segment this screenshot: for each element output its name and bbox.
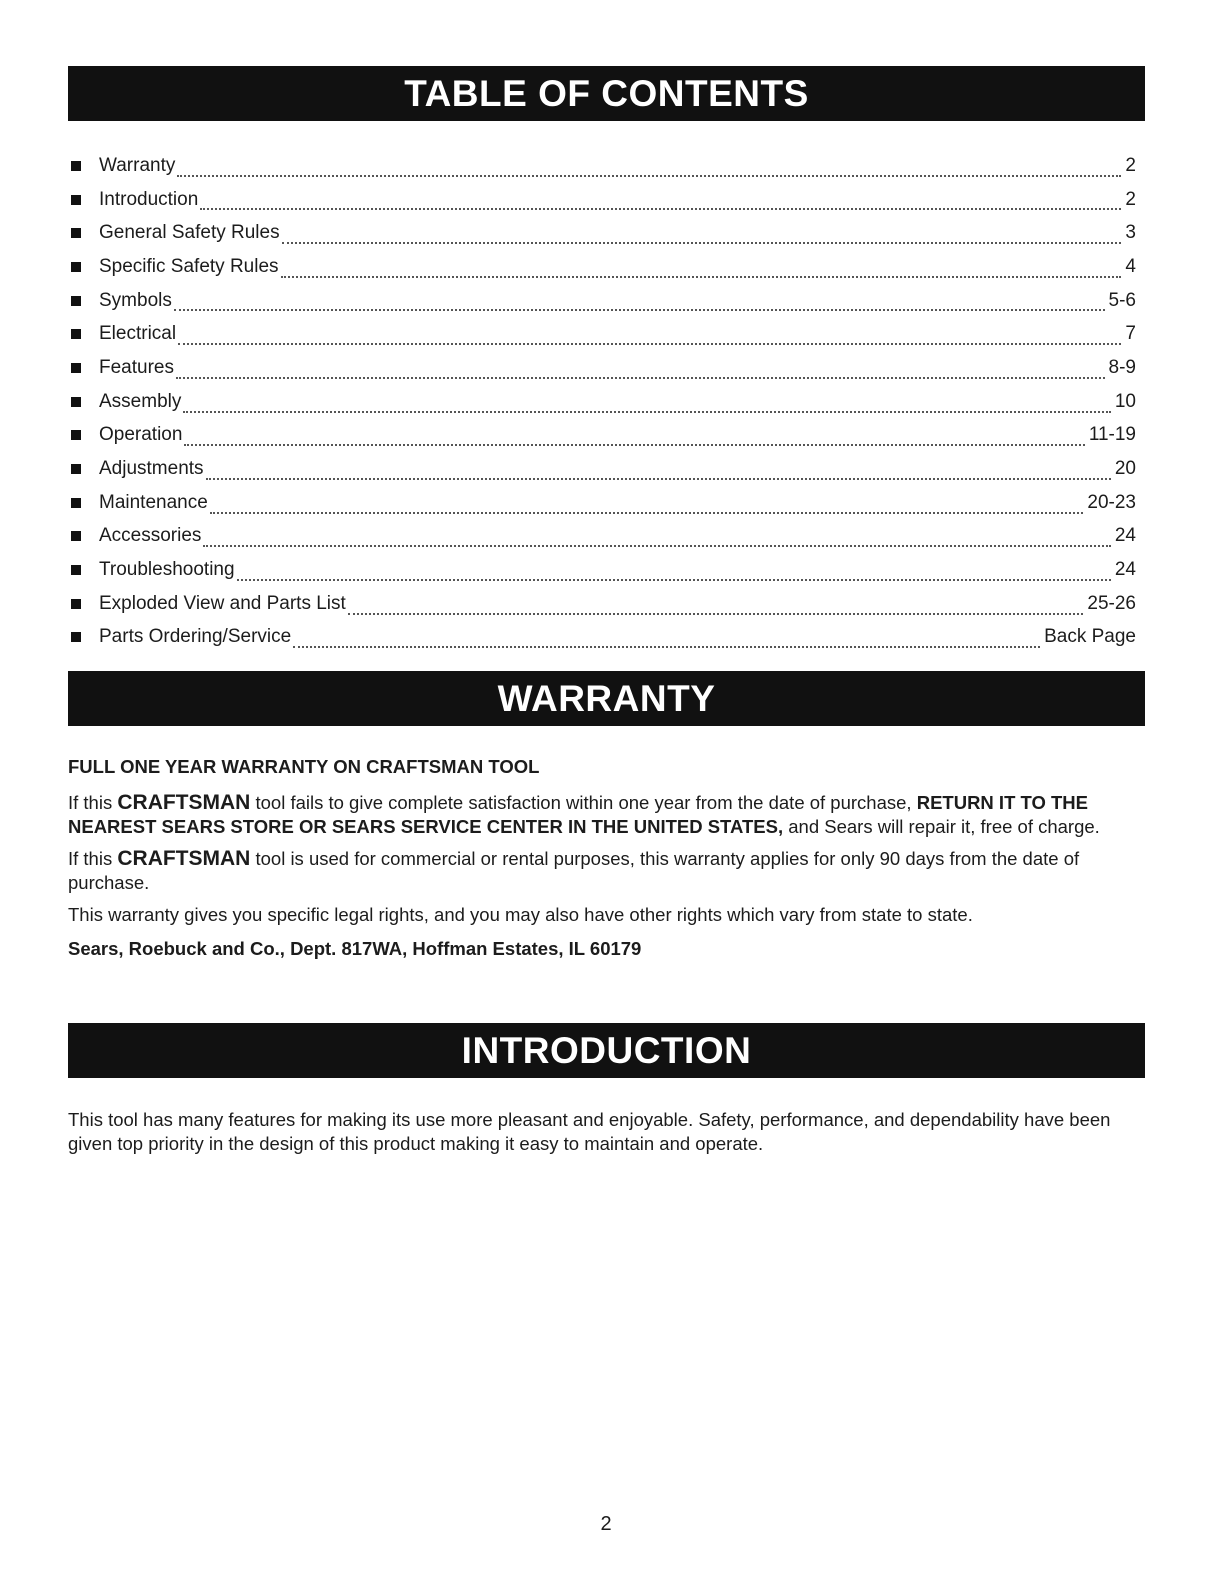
toc-item xyxy=(68,351,1136,385)
introduction-banner xyxy=(68,1023,1145,1078)
toc-item xyxy=(68,149,1136,183)
toc-item-label: Maintenance xyxy=(99,491,208,513)
warranty-p1-text-b: tool fails to give complete satisfaction within one year from the date of purchase, xyxy=(250,792,917,813)
toc-item xyxy=(68,183,1136,217)
bullet-icon xyxy=(71,296,81,306)
warranty-return-instruction: RETURN IT TO THE NEAREST SEARS STORE OR SEARS SERVICE CENTER IN THE UNITED STATES, xyxy=(68,792,1088,837)
warranty-title: WARRANTY xyxy=(497,677,716,719)
bullet-icon xyxy=(71,632,81,642)
toc-item-page: Back Page xyxy=(1044,626,1136,648)
toc-item-label: Introduction xyxy=(99,188,199,210)
bullet-icon xyxy=(71,531,81,541)
dot-leader xyxy=(176,357,1105,379)
toc-item-label: Adjustments xyxy=(99,458,204,480)
toc-item xyxy=(68,486,1136,520)
warranty-paragraph-3: This warranty gives you specific legal rights, and you may also have other rights which vary from state to state. xyxy=(68,904,973,925)
bullet-icon xyxy=(71,599,81,609)
bullet-icon xyxy=(71,262,81,272)
warranty-paragraph-1 xyxy=(68,791,1148,839)
toc-item-page: 8-9 xyxy=(1108,356,1136,378)
toc-item-label: Operation xyxy=(99,424,183,446)
toc-item-label: Assembly xyxy=(99,390,182,412)
dot-leader xyxy=(281,256,1122,278)
toc-item-label: Electrical xyxy=(99,323,177,345)
toc-item-page: 10 xyxy=(1114,390,1136,412)
dot-leader xyxy=(200,188,1121,210)
dot-leader xyxy=(183,391,1111,413)
bullet-icon xyxy=(71,565,81,575)
toc-banner xyxy=(68,66,1145,121)
toc-item-page: 20-23 xyxy=(1087,491,1136,513)
toc-item-page: 7 xyxy=(1125,323,1136,345)
toc-title: TABLE OF CONTENTS xyxy=(404,72,809,114)
toc-item-page: 24 xyxy=(1114,559,1136,581)
warranty-p2-text-b: tool is used for commercial or rental purposes, this warranty applies for only 90 days from the date of purchase. xyxy=(68,848,1080,893)
toc-item xyxy=(68,317,1136,351)
brand-name: CRAFTSMAN xyxy=(117,847,251,870)
introduction-text: This tool has many features for making its use more pleasant and enjoyable. Safety, performance, and dependability have been given top priority in the design of this product making it easy to maintain and operate. xyxy=(68,1109,1111,1154)
table-of-contents xyxy=(68,149,1136,654)
toc-item-page: 11-19 xyxy=(1088,424,1136,446)
dot-leader xyxy=(174,289,1105,311)
toc-item xyxy=(68,385,1136,419)
introduction-title: INTRODUCTION xyxy=(461,1029,752,1071)
bullet-icon xyxy=(71,363,81,373)
toc-item-label: Features xyxy=(99,356,174,378)
dot-leader xyxy=(203,525,1110,547)
bullet-icon xyxy=(71,430,81,440)
warranty-p2-text-a: If this xyxy=(68,848,118,869)
warranty-paragraph-2 xyxy=(68,847,1148,895)
toc-item-page: 2 xyxy=(1125,188,1136,210)
warranty-section xyxy=(68,755,1148,961)
toc-item xyxy=(68,587,1136,621)
dot-leader xyxy=(178,323,1121,345)
toc-item xyxy=(68,520,1136,554)
toc-item-page: 25-26 xyxy=(1087,592,1136,614)
bullet-icon xyxy=(71,195,81,205)
toc-item-label: Accessories xyxy=(99,525,202,547)
warranty-p1-text-a: If this xyxy=(68,792,118,813)
toc-item-label: Specific Safety Rules xyxy=(99,255,279,277)
toc-item-page: 20 xyxy=(1114,458,1136,480)
bullet-icon xyxy=(71,329,81,339)
toc-item-page: 4 xyxy=(1125,255,1136,277)
warranty-p1-text-c: and Sears will repair it, free of charge. xyxy=(783,816,1100,837)
bullet-icon xyxy=(71,397,81,407)
toc-item-page: 24 xyxy=(1114,525,1136,547)
toc-item xyxy=(68,419,1136,453)
dot-leader xyxy=(184,424,1084,446)
toc-item xyxy=(68,284,1136,318)
toc-item xyxy=(68,250,1136,284)
toc-item-label: General Safety Rules xyxy=(99,222,280,244)
toc-item xyxy=(68,452,1136,486)
toc-item-page: 2 xyxy=(1125,154,1136,176)
toc-item-label: Warranty xyxy=(99,154,176,176)
dot-leader xyxy=(293,626,1040,648)
dot-leader xyxy=(237,559,1111,581)
sears-address: Sears, Roebuck and Co., Dept. 817WA, Hoffman Estates, IL 60179 xyxy=(68,938,642,959)
toc-item xyxy=(68,621,1136,655)
bullet-icon xyxy=(71,228,81,238)
toc-item xyxy=(68,216,1136,250)
dot-leader xyxy=(206,458,1111,480)
warranty-heading: FULL ONE YEAR WARRANTY ON CRAFTSMAN TOOL xyxy=(68,756,540,777)
dot-leader xyxy=(177,155,1121,177)
dot-leader xyxy=(282,222,1122,244)
bullet-icon xyxy=(71,498,81,508)
page-number: 2 xyxy=(600,1513,612,1535)
brand-name: CRAFTSMAN xyxy=(117,791,251,814)
toc-item-page: 3 xyxy=(1125,222,1136,244)
warranty-banner xyxy=(68,671,1145,726)
toc-item-label: Symbols xyxy=(99,289,172,311)
toc-item-label: Troubleshooting xyxy=(99,559,235,581)
bullet-icon xyxy=(71,464,81,474)
toc-item-label: Parts Ordering/Service xyxy=(99,626,292,648)
toc-item-label: Exploded View and Parts List xyxy=(99,592,346,614)
bullet-icon xyxy=(71,161,81,171)
dot-leader xyxy=(348,593,1084,615)
dot-leader xyxy=(210,492,1084,514)
toc-item xyxy=(68,553,1136,587)
toc-item-page: 5-6 xyxy=(1108,289,1136,311)
